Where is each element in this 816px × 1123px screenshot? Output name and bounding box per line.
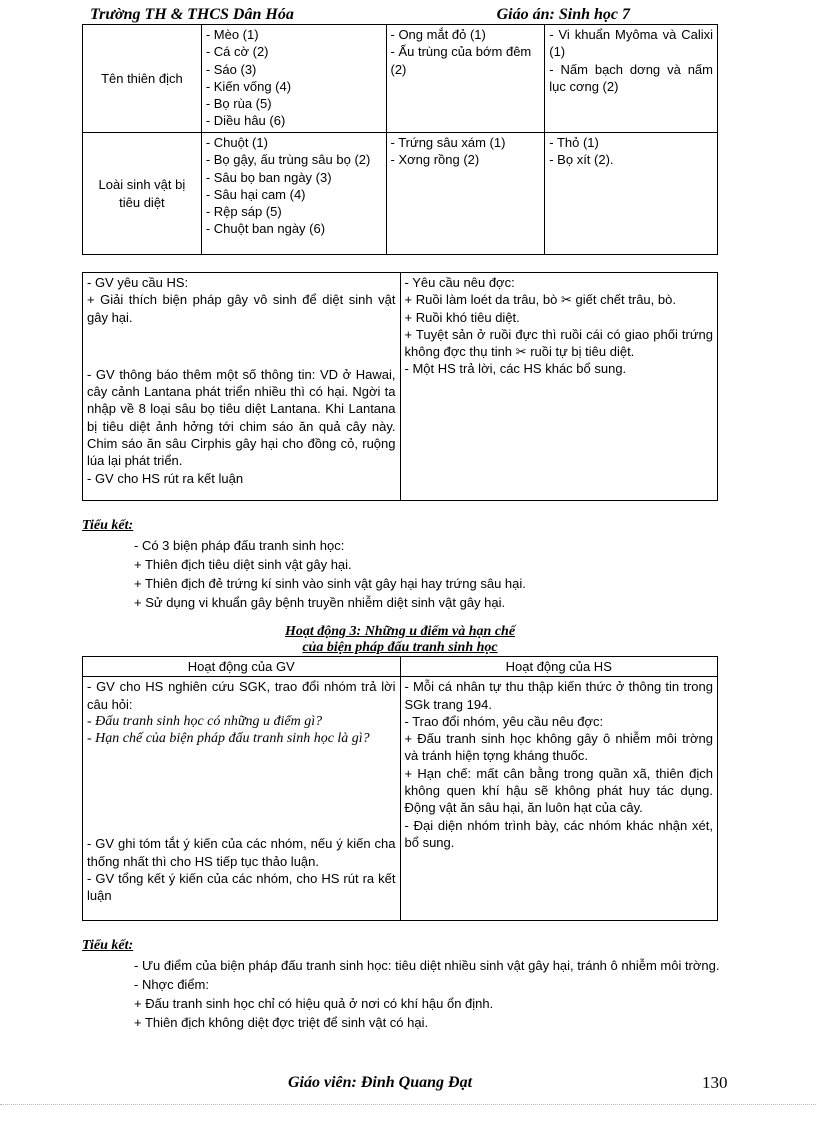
student-advantages: + Đấu tranh sinh học không gây ô nhiễm môi trờng và tránh hiện tợng kháng thuốc. — [404, 731, 713, 764]
scissors-icon: ✂ — [515, 344, 527, 360]
summary-line: + Thiên địch tiêu diệt sinh vật gây hại. — [134, 557, 352, 572]
list-item: - Trứng sâu xám (1) — [390, 135, 506, 150]
student-activity-cell — [400, 273, 718, 501]
student-presentation: - Đại diện nhóm trình bày, các nhóm khác nhận xét, bổ sung. — [404, 817, 713, 850]
list-item: - Bọ xít (2). — [549, 152, 614, 168]
question-advantages: - Đấu tranh sinh học có những u điểm gì? — [87, 713, 323, 729]
point-text: + Ruồi làm loét da trâu, bò — [404, 292, 558, 308]
point-text: giết chết trâu, bò. — [575, 292, 676, 308]
student-expected: - Yêu cầu nêu đợc: — [404, 275, 515, 290]
row-label-enemies: Tên thiên địch — [83, 25, 202, 133]
activity-3-table — [82, 656, 718, 921]
summary-2-title: Tiểu kết: — [82, 938, 134, 953]
activity-3-title: Những u điểm và hạn chế — [361, 624, 516, 639]
teacher-conclusion: - GV tổng kết ý kiến của các nhóm, cho HS rút ra kết luận — [87, 871, 396, 904]
activity-3-subtitle: của biện pháp đấu tranh sinh học — [302, 640, 498, 655]
list-item: - Diều hâu (6) — [205, 113, 286, 129]
page-number: 130 — [702, 1073, 728, 1092]
summary-1-body — [134, 536, 714, 612]
teacher-summary: - GV ghi tóm tắt ý kiến của các nhóm, nếu ý kiến cha thống nhất thì cho HS tiếp tục thảo luận. — [87, 836, 396, 869]
enemies-col-1 — [201, 25, 386, 133]
teacher-instruction: - GV cho HS nghiên cứu SGK, trao đổi nhóm trả lời câu hỏi: — [87, 679, 396, 712]
student-point-sterile — [405, 326, 714, 361]
point-text: ruồi tự bị tiêu diệt. — [530, 344, 635, 360]
teacher-info: - GV thông báo thêm một số thông tin: VD ở Hawai, cây cảnh Lantana phát triển nhiều thì có hại. Ngời ta nhập về 8 loại sâu bọ tiêu diệt Lantana. Khi Lantana bị tiêu diệt ảnh hởng tới chim sáo ăn quả cây này. Chim sáo ăn sâu Cirphis gây hại cho đồng cỏ, ruộng lúa lại phát triển. — [87, 366, 396, 469]
table-header-row — [83, 657, 718, 677]
list-item: - Ấu trùng của bớm đêm (2) — [390, 44, 532, 77]
list-item: - Bọ rùa (5) — [205, 96, 272, 112]
natural-enemies-table — [82, 24, 718, 255]
teacher-activity-cell — [83, 677, 401, 921]
victims-col-1 — [201, 133, 386, 255]
list-item: - Chuột ban ngày (6) — [205, 221, 326, 237]
activity-3-label: Hoạt động 3: — [284, 624, 362, 639]
column-header-student: Hoạt động của HS — [400, 657, 718, 677]
page-header — [82, 0, 718, 24]
teacher-name: Giáo viên: Đinh Quang Đạt — [288, 1074, 473, 1091]
page-divider — [0, 1104, 816, 1105]
enemies-col-2 — [386, 25, 545, 133]
teacher-request: - GV yêu cầu HS: — [87, 275, 189, 290]
table-row — [83, 133, 718, 255]
teacher-conclusion: - GV cho HS rút ra kết luận — [87, 470, 244, 486]
school-name: Trường TH & THCS Dân Hóa — [90, 6, 294, 23]
teacher-activity-cell — [83, 273, 401, 501]
summary-line: + Thiên địch không diệt đợc triệt để sinh vật có hại. — [134, 1015, 429, 1030]
list-item: - Sâu bọ ban ngày (3) — [205, 169, 332, 185]
list-item: - Rệp sáp (5) — [205, 204, 282, 220]
enemies-col-3 — [545, 25, 718, 133]
list-item: - Thỏ (1) — [549, 135, 599, 150]
list-item: - Sâu hại cam (4) — [205, 186, 306, 202]
list-item: - Kiến vống (4) — [205, 78, 292, 94]
student-answer: - Một HS trả lời, các HS khác bổ sung. — [404, 361, 627, 377]
activity-table-sterilization — [82, 272, 718, 501]
victims-col-3 — [545, 133, 718, 255]
scissors-icon: ✂ — [560, 292, 572, 308]
list-item: - Cá cờ (2) — [205, 44, 269, 60]
list-item: - Sáo (3) — [205, 61, 257, 77]
activity-3-heading — [82, 624, 718, 656]
list-item: - Mèo (1) — [205, 27, 259, 42]
summary-line: - Nhợc điểm: — [134, 977, 209, 992]
list-item: - Vi khuẩn Myôma và Calixi (1) — [549, 27, 713, 60]
summary-line: + Thiên địch đẻ trứng kí sinh vào sinh vật gây hại hay trứng sâu hại. — [134, 576, 526, 591]
list-item: - Xơng rồng (2) — [390, 152, 480, 168]
student-point-hard: + Ruồi khó tiêu diệt. — [404, 309, 520, 325]
teacher-question: + Giải thích biện pháp gây vô sinh để diệt sinh vật gây hại. — [87, 292, 396, 325]
student-limitations: + Hạn chế: mất cân bằng trong quần xã, thiên địch không quen khí hậu sẽ không phát huy tác dụng. Động vật ăn sâu hại, ăn luôn hạt của cây. — [404, 765, 713, 816]
victims-col-2 — [386, 133, 545, 255]
summary-2-body — [82, 956, 732, 1032]
lesson-plan-title: Giáo án: Sinh học 7 — [496, 6, 630, 23]
page-footer — [0, 1070, 816, 1100]
summary-line: + Đấu tranh sinh học chỉ có hiệu quả ở nơi có khí hậu ổn định. — [134, 996, 494, 1011]
list-item: - Bọ gậy, ấu trùng sâu bọ (2) — [205, 152, 371, 168]
table-row — [83, 677, 718, 921]
table-row — [83, 273, 718, 501]
row-label-victims: Loài sinh vật bị tiêu diệt — [83, 133, 202, 255]
summary-line: - Có 3 biện pháp đấu tranh sinh học: — [134, 538, 345, 553]
point-text: + Tuyệt sản ở ruồi đực thì ruồi cái có giao phối trứng không đợc thụ tinh — [404, 326, 713, 360]
list-item: - Ong mắt đỏ (1) — [390, 27, 486, 42]
question-limitations: - Hạn chế của biện pháp đấu tranh sinh học là gì? — [87, 731, 370, 747]
column-header-teacher: Hoạt động của GV — [83, 657, 401, 677]
summary-line: - Ưu điểm của biện pháp đấu tranh sinh học: tiêu diệt nhiều sinh vật gây hại, tránh ô nhiễm môi trờng. — [134, 958, 720, 973]
student-activity-cell — [400, 677, 718, 921]
summary-1-title: Tiểu kết: — [82, 518, 134, 533]
summary-line: + Sử dụng vi khuẩn gây bệnh truyền nhiễm diệt sinh vật gây hại. — [134, 595, 506, 610]
list-item: - Chuột (1) — [205, 135, 268, 150]
list-item: - Nấm bạch dơng và nấm lục cơng (2) — [549, 61, 713, 94]
student-discussion: - Trao đổi nhóm, yêu cầu nêu đợc: — [404, 713, 604, 729]
student-research: - Mỗi cá nhân tự thu thập kiến thức ở thông tin trong SGk trang 194. — [404, 679, 713, 712]
student-point-flies — [405, 291, 714, 308]
table-row — [83, 25, 718, 133]
